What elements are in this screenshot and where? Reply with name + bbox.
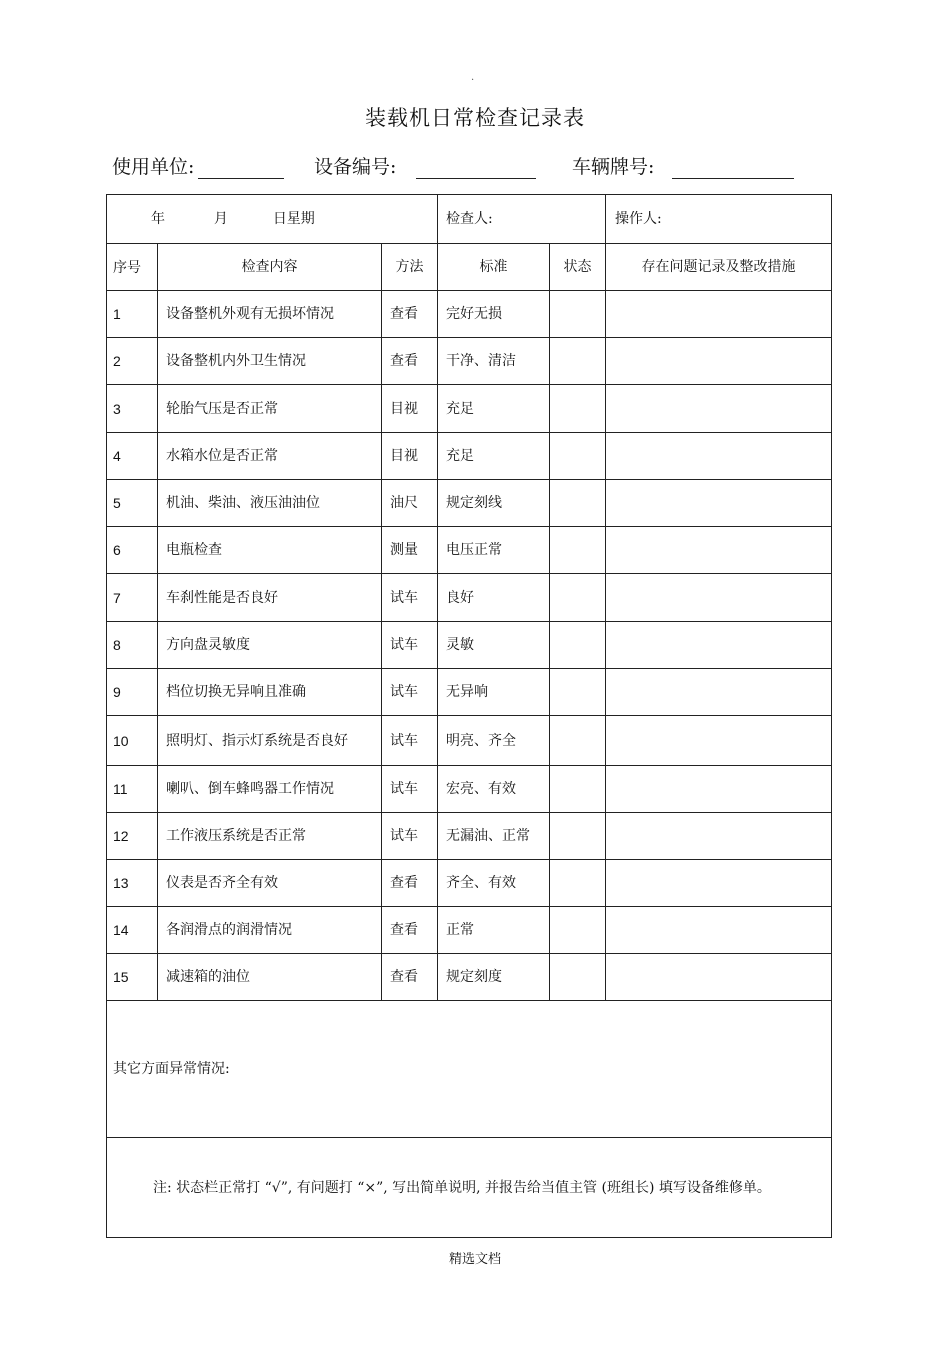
row-standard: 充足: [438, 433, 550, 480]
operator-label: 操作人:: [615, 211, 662, 227]
row-remarks-cell[interactable]: [606, 669, 832, 716]
row-method: 试车: [382, 622, 438, 669]
table-row: [107, 385, 832, 433]
footer-text: 精选文档: [448, 1252, 501, 1267]
row-remarks-cell[interactable]: [606, 480, 832, 527]
row-method: 查看: [382, 907, 438, 954]
table-row: [107, 716, 832, 766]
row-remarks-cell[interactable]: [606, 527, 832, 574]
row-status-cell[interactable]: [550, 385, 606, 433]
col-header-method: 方法: [382, 244, 438, 291]
row-number: 15: [107, 954, 158, 1001]
row-content: 轮胎气压是否正常: [158, 385, 382, 433]
row-remarks-cell[interactable]: [606, 860, 832, 907]
table-row: [107, 480, 832, 527]
row-method: 试车: [382, 716, 438, 766]
row-status-cell[interactable]: [550, 716, 606, 766]
row-number: 12: [107, 813, 158, 860]
row-standard: 完好无损: [438, 291, 550, 338]
row-remarks-cell[interactable]: [606, 716, 832, 766]
row-standard: 正常: [438, 907, 550, 954]
row-content: 水箱水位是否正常: [158, 433, 382, 480]
row-standard: 良好: [438, 574, 550, 622]
row-standard: 齐全、有效: [438, 860, 550, 907]
row-standard: 电压正常: [438, 527, 550, 574]
col-header-status: 状态: [550, 244, 606, 291]
row-remarks-cell[interactable]: [606, 907, 832, 954]
row-standard: 干净、清洁: [438, 338, 550, 385]
row-number: 5: [107, 480, 158, 527]
row-remarks-cell[interactable]: [606, 338, 832, 385]
row-number: 14: [107, 907, 158, 954]
table-row: [107, 622, 832, 669]
table-row: [107, 860, 832, 907]
row-remarks-cell[interactable]: [606, 385, 832, 433]
row-content: 设备整机外观有无损坏情况: [158, 291, 382, 338]
row-method: 测量: [382, 527, 438, 574]
row-status-cell[interactable]: [550, 860, 606, 907]
row-remarks-cell[interactable]: [606, 813, 832, 860]
row-number: 11: [107, 766, 158, 813]
other-abnormal-cell[interactable]: [107, 1001, 832, 1138]
plate-blank[interactable]: [672, 156, 794, 179]
row-number: 7: [107, 574, 158, 622]
col-header-standard: 标准: [438, 244, 550, 291]
row-remarks-cell[interactable]: [606, 622, 832, 669]
row-status-cell[interactable]: [550, 480, 606, 527]
table-row: [107, 338, 832, 385]
row-standard: 规定刻度: [438, 954, 550, 1001]
row-content: 照明灯、指示灯系统是否良好: [158, 716, 382, 766]
row-content: 设备整机内外卫生情况: [158, 338, 382, 385]
row-content: 车刹性能是否良好: [158, 574, 382, 622]
row-method: 油尺: [382, 480, 438, 527]
note-row: [107, 1138, 832, 1238]
row-number: 9: [107, 669, 158, 716]
row-method: 试车: [382, 766, 438, 813]
inspector-cell[interactable]: [438, 195, 606, 244]
row-method: 查看: [382, 291, 438, 338]
row-content: 电瓶检查: [158, 527, 382, 574]
equipment-blank[interactable]: [416, 156, 536, 179]
row-method: 查看: [382, 338, 438, 385]
row-status-cell[interactable]: [550, 766, 606, 813]
table-row: [107, 669, 832, 716]
row-standard: 充足: [438, 385, 550, 433]
table-row: [107, 813, 832, 860]
row-status-cell[interactable]: [550, 338, 606, 385]
row-number: 1: [107, 291, 158, 338]
row-method: 查看: [382, 860, 438, 907]
row-remarks-cell[interactable]: [606, 766, 832, 813]
plate-field: [572, 152, 794, 179]
col-header-no: 序号: [107, 244, 158, 291]
equipment-label: 设备编号:: [314, 156, 397, 178]
col-header-remarks: 存在问题记录及整改措施: [606, 244, 832, 291]
inspector-label: 检查人:: [446, 211, 493, 227]
row-status-cell[interactable]: [550, 291, 606, 338]
page-mark: .: [471, 72, 475, 83]
row-method: 目视: [382, 433, 438, 480]
row-content: 工作液压系统是否正常: [158, 813, 382, 860]
row-status-cell[interactable]: [550, 907, 606, 954]
table-row: [107, 527, 832, 574]
month-label: 月: [213, 211, 228, 227]
row-content: 仪表是否齐全有效: [158, 860, 382, 907]
other-abnormal-label: 其它方面异常情况:: [113, 1061, 230, 1077]
inspection-table: [106, 194, 832, 1238]
row-status-cell[interactable]: [550, 669, 606, 716]
table-row: [107, 433, 832, 480]
row-status-cell[interactable]: [550, 954, 606, 1001]
row-status-cell[interactable]: [550, 574, 606, 622]
day-week-label: 日星期: [272, 211, 315, 227]
row-method: 试车: [382, 813, 438, 860]
unit-blank[interactable]: [198, 156, 284, 179]
row-content: 档位切换无异响且准确: [158, 669, 382, 716]
row-status-cell[interactable]: [550, 622, 606, 669]
table-row: [107, 907, 832, 954]
document-title: 装载机日常检查记录表: [365, 106, 585, 130]
row-status-cell[interactable]: [550, 813, 606, 860]
row-number: 8: [107, 622, 158, 669]
row-number: 4: [107, 433, 158, 480]
column-header-row: [107, 244, 832, 291]
row-standard: 无异响: [438, 669, 550, 716]
row-status-cell[interactable]: [550, 527, 606, 574]
row-content: 各润滑点的润滑情况: [158, 907, 382, 954]
row-standard: 规定刻线: [438, 480, 550, 527]
row-content: 方向盘灵敏度: [158, 622, 382, 669]
date-cell[interactable]: [107, 195, 438, 244]
plate-label: 车辆牌号:: [572, 156, 655, 178]
row-number: 2: [107, 338, 158, 385]
row-standard: 宏亮、有效: [438, 766, 550, 813]
table-row: [107, 954, 832, 1001]
row-standard: 无漏油、正常: [438, 813, 550, 860]
row-standard: 灵敏: [438, 622, 550, 669]
row-remarks-cell[interactable]: [606, 954, 832, 1001]
row-content: 喇叭、倒车蜂鸣器工作情况: [158, 766, 382, 813]
other-abnormal-row: [107, 1001, 832, 1138]
note-text: 注: 状态栏正常打 “√”, 有问题打 “×”, 写出简单说明, 并报告给当值主管 (班组长) 填写设备维修单。: [107, 1138, 832, 1238]
table-row: [107, 766, 832, 813]
row-method: 试车: [382, 574, 438, 622]
row-method: 目视: [382, 385, 438, 433]
row-standard: 明亮、齐全: [438, 716, 550, 766]
row-remarks-cell[interactable]: [606, 433, 832, 480]
row-number: 13: [107, 860, 158, 907]
equipment-field: [314, 152, 536, 179]
row-remarks-cell[interactable]: [606, 574, 832, 622]
row-status-cell[interactable]: [550, 433, 606, 480]
unit-field: [112, 152, 284, 179]
operator-cell[interactable]: [606, 195, 832, 244]
row-remarks-cell[interactable]: [606, 291, 832, 338]
table-row: [107, 574, 832, 622]
row-content: 减速箱的油位: [158, 954, 382, 1001]
year-label: 年: [151, 211, 165, 227]
row-number: 3: [107, 385, 158, 433]
header-row: [107, 195, 832, 244]
row-number: 6: [107, 527, 158, 574]
unit-label: 使用单位:: [112, 156, 195, 178]
table-row: [107, 291, 832, 338]
row-content: 机油、柴油、液压油油位: [158, 480, 382, 527]
row-method: 查看: [382, 954, 438, 1001]
col-header-content: 检查内容: [158, 244, 382, 291]
row-number: 10: [107, 716, 158, 766]
row-method: 试车: [382, 669, 438, 716]
